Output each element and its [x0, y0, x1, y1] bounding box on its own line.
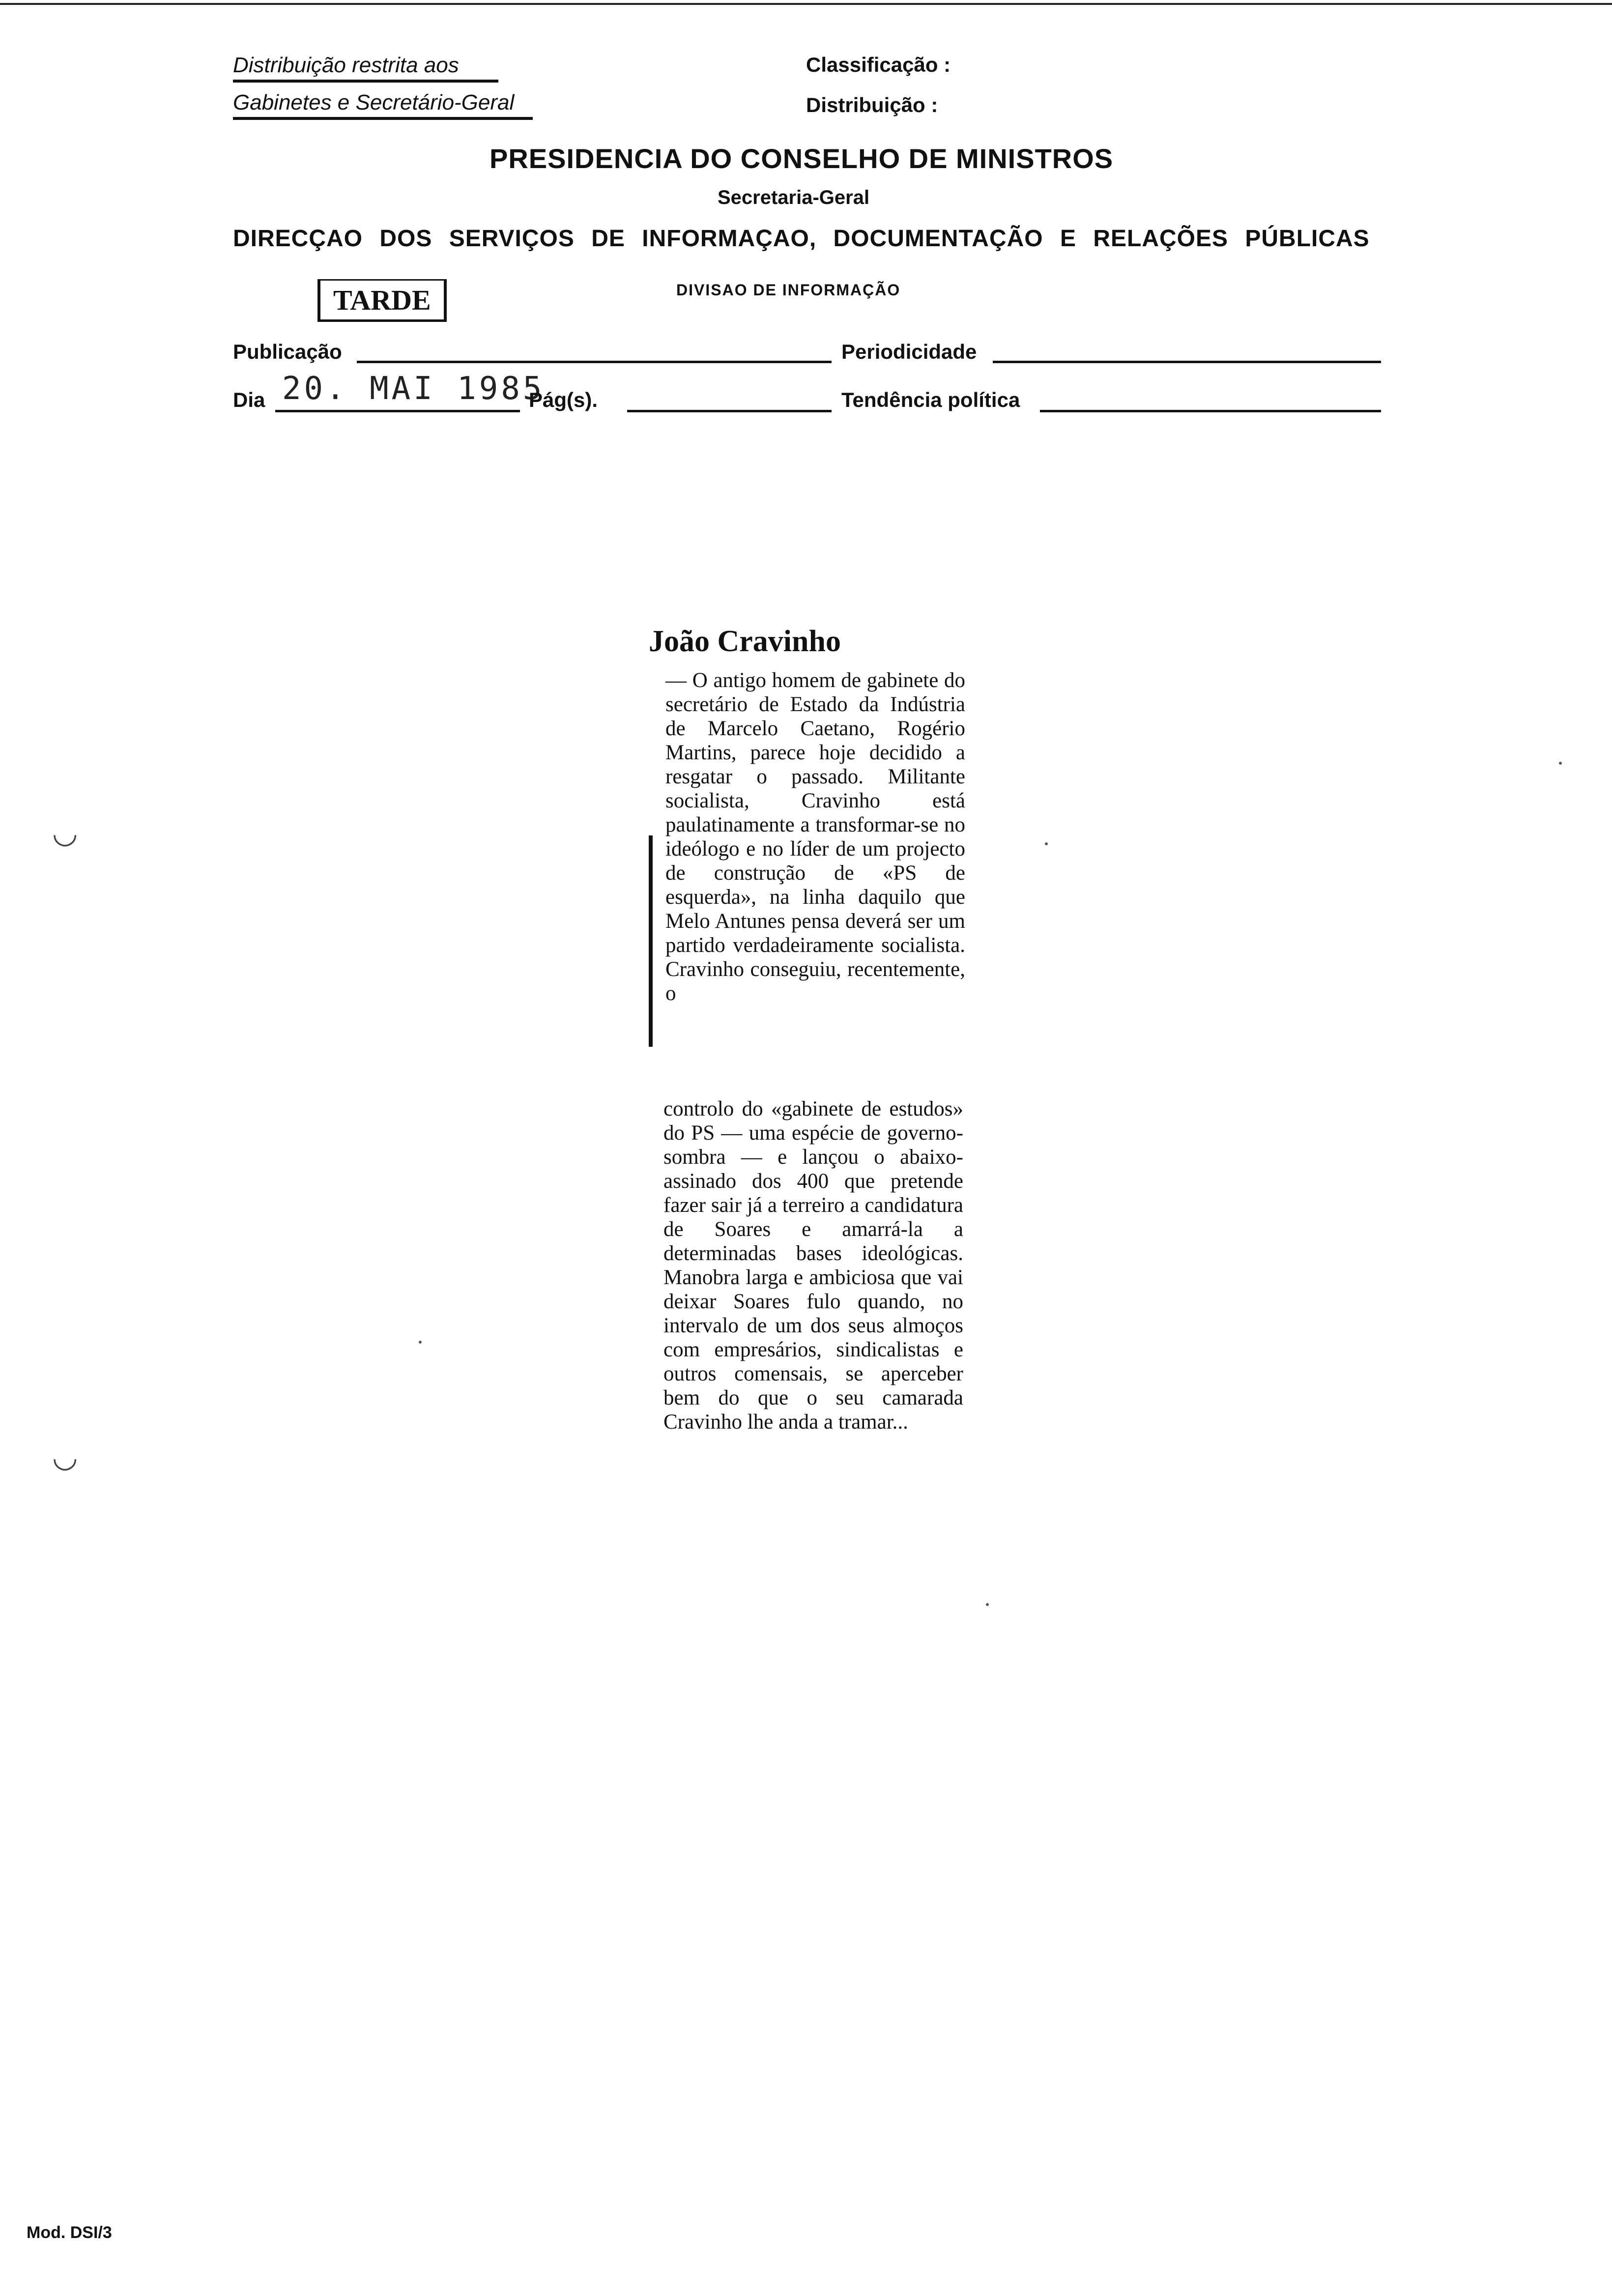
article-paragraph-1: — O antigo homem de gabinete do secretário de Estado da Indústria de Marcelo Caetano, Rogério Martins, parece hoje decidido a resgatar o passado. Militante socialista, Cravinho está paulatinamente a transformar-se no ideólogo e no líder de um projecto de construção de «PS de esquerda», na linha daquilo que Melo Antunes pensa deverá ser um partido verdadeiramente socialista. Cravinho conseguiu, recentemente, o [665, 669, 965, 1005]
article-column-1 [665, 668, 965, 1005]
political-tendency-label: Tendência política [841, 388, 1020, 411]
publication-field-line [357, 361, 832, 363]
scan-speck [986, 1603, 989, 1606]
page-subtitle: Secretaria-Geral [718, 187, 870, 208]
form-model-code: Mod. DSI/3 [27, 2223, 112, 2242]
article-paragraph-2: controlo do «gabinete de estudos» do PS — uma espécie de governo-sombra — e lançou o abaixo-assinado dos 400 que pretende fazer sair já a terreiro a candidatura de Soares e amarrá-la a determinadas bases ideológicas. Manobra larga e ambiciosa que vai deixar Soares fulo quando, no intervalo de um dos seus almoços com empresários, sindicalistas e outros comensais, se aperceber bem do que o seu camarada Cravinho lhe anda a tramar... [663, 1097, 963, 1434]
top-border-line [0, 3, 1612, 5]
pages-label: Pág(s). [529, 388, 598, 411]
restricted-distribution-line1: Distribuição restrita aos [233, 53, 498, 83]
periodicity-field-line [993, 361, 1381, 363]
article-headline: João Cravinho [649, 625, 841, 658]
scan-speck [1045, 842, 1048, 845]
publication-label: Publicação [233, 340, 342, 363]
scan-mark-left-upper: ◡ [52, 816, 78, 849]
edition-stamp: TARDE [317, 279, 447, 322]
distribution-label: Distribuição : [806, 93, 938, 116]
periodicity-label: Periodicidade [841, 340, 977, 363]
article-column-2 [663, 1097, 963, 1434]
day-label: Dia [233, 388, 265, 411]
scan-speck [1559, 762, 1562, 765]
division-name: DIVISAO DE INFORMAÇÃO [676, 281, 901, 299]
day-field-line [275, 410, 520, 412]
clipping-margin-bar [649, 835, 653, 1047]
department-name: DIRECÇAO DOS SERVIÇOS DE INFORMAÇAO, DOCUMENTAÇÃO E RELAÇÕES PÚBLICAS [233, 226, 1370, 252]
pages-field-line [627, 410, 832, 412]
political-tendency-field-line [1040, 410, 1381, 412]
day-value: 20. MAI 1985 [282, 371, 545, 407]
scan-mark-left-lower: ◡ [52, 1440, 78, 1473]
classification-label: Classificação : [806, 53, 951, 76]
restricted-distribution-line2: Gabinetes e Secretário-Geral [233, 90, 533, 120]
scan-speck [419, 1341, 422, 1344]
page-title: PRESIDENCIA DO CONSELHO DE MINISTROS [489, 143, 1114, 174]
